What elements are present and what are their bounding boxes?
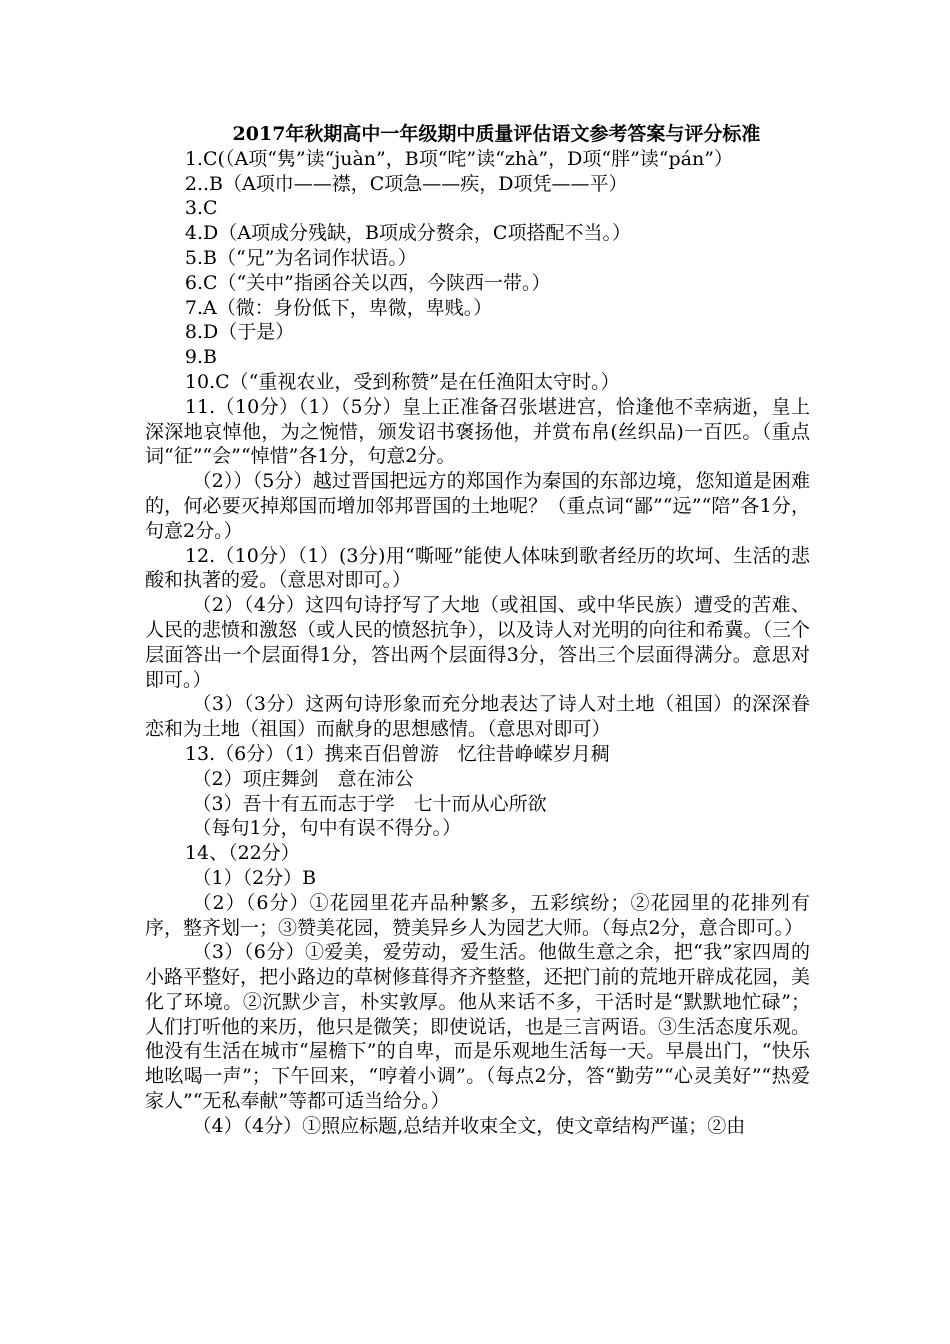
answer-3: 3.C	[184, 197, 218, 220]
answer-5: 5.B（“兄”为名词作状语。）	[184, 246, 417, 269]
document-title: 2017年秋期高中一年级期中质量评估语文参考答案与评分标准	[232, 123, 761, 145]
answer-9: 9.B	[184, 346, 217, 369]
answer-11-part-2: （2））（5分）越过晋国把远方的郑国作为秦国的东部边境，您知道是困难的，何必要灭掉郑国而增加邻邦晋国的土地呢？（重点词“鄙”“远”“陪”各1分，句意2分。）	[145, 470, 810, 542]
answer-4: 4.D（A项成分残缺，B项成分赘余，C项搭配不当。）	[184, 222, 631, 245]
answer-6: 6.C（“关中”指函谷关以西，今陕西一带。）	[184, 271, 551, 294]
answer-7: 7.A（微：身份低下，卑微，卑贱。）	[184, 296, 493, 319]
answer-12-part-3: （3）（3分）这两句诗形象而充分地表达了诗人对土地（祖国）的深深眷恋和为土地（祖国）而献身的思想感情。（意思对即可）	[145, 693, 810, 741]
answer-1: 1.C(（A项“隽”读“juàn”，B项“咤”读“zhà”，D项“胖”读“pán”）	[184, 147, 733, 170]
answer-13-part-1: 13.（6分）（1）携来百侣曾游 忆往昔峥嵘岁月稠	[184, 742, 610, 765]
answer-2: 2..B（A项巾——襟，C项急——疾，D项凭——平）	[184, 172, 628, 195]
answer-key-page	[145, 122, 810, 1139]
answer-13-part-3: （3）吾十有五而志于学 七十而从心所欲	[192, 792, 547, 815]
answer-12-part-2: （2）（4分）这四句诗抒写了大地（或祖国、或中华民族）遭受的苦难、人民的悲愤和激怒（或人民的愤怒抗争），以及诗人对光明的向往和希冀。（三个层面答出一个层面得1分，答出两个层面得3分，答出三个层面得满分。意思对即可。）	[145, 594, 811, 691]
answer-13-part-2: （2）项庄舞剑 意在沛公	[192, 767, 414, 790]
answer-14-header: 14、（22分）	[184, 842, 300, 865]
answer-8: 8.D（于是）	[184, 321, 295, 344]
answer-12-part-1: 12.（10分）（1）(3分)用“嘶哑”能使人体味到歌者经历的坎坷、生活的悲酸和执著的爱。（意思对即可。）	[145, 544, 810, 592]
answer-13-note: （每句1分，句中有误不得分。）	[192, 817, 462, 840]
answer-14-part-3: （3）（6分）①爱美，爱劳动，爱生活。他做生意之余，把“我”家四周的小路平整好，把小路边的草树修葺得齐齐整整，还把门前的荒地开辟成花园，美化了环境。②沉默少言，朴实敦厚。他从来话不多，干活时是“默默地忙碌”；人们打听他的来历，他只是微笑；即使说话，也是三言两语。③生活态度乐观。他没有生活在城市“屋檐下”的自卑，而是乐观地生活每一天。早晨出门，“快乐地吆喝一声”；下午回来，“哼着小调”。（每点2分，答“勤劳”“心灵美好”“热爱家人”“无私奉献”等都可适当给分。）	[145, 941, 811, 1113]
answer-14-part-2: （2）（6分）①花园里花卉品种繁多，五彩缤纷；②花园里的花排列有序，整齐划一；③赞美花园，赞美异乡人为园艺大师。（每点2分，意合即可。）	[145, 891, 810, 939]
answer-14-part-1: （1）（2分）B	[192, 866, 317, 889]
answer-10: 10.C（“重视农业，受到称赞”是在任渔阳太守时。）	[184, 370, 620, 393]
answer-11-part-1: 11.（10分）（1）（5分）皇上正准备召张堪进宫，恰逢他不幸病逝，皇上深深地哀悼他，为之惋惜，颁发诏书褒扬他，并赏布帛(丝织品)一百匹。（重点词“征”“会”“悼惜”各1分，句意2分。	[145, 395, 810, 468]
answer-14-part-4: （4）（4分）①照应标题,总结并收束全文，使文章结构严谨；②由	[192, 1114, 746, 1137]
